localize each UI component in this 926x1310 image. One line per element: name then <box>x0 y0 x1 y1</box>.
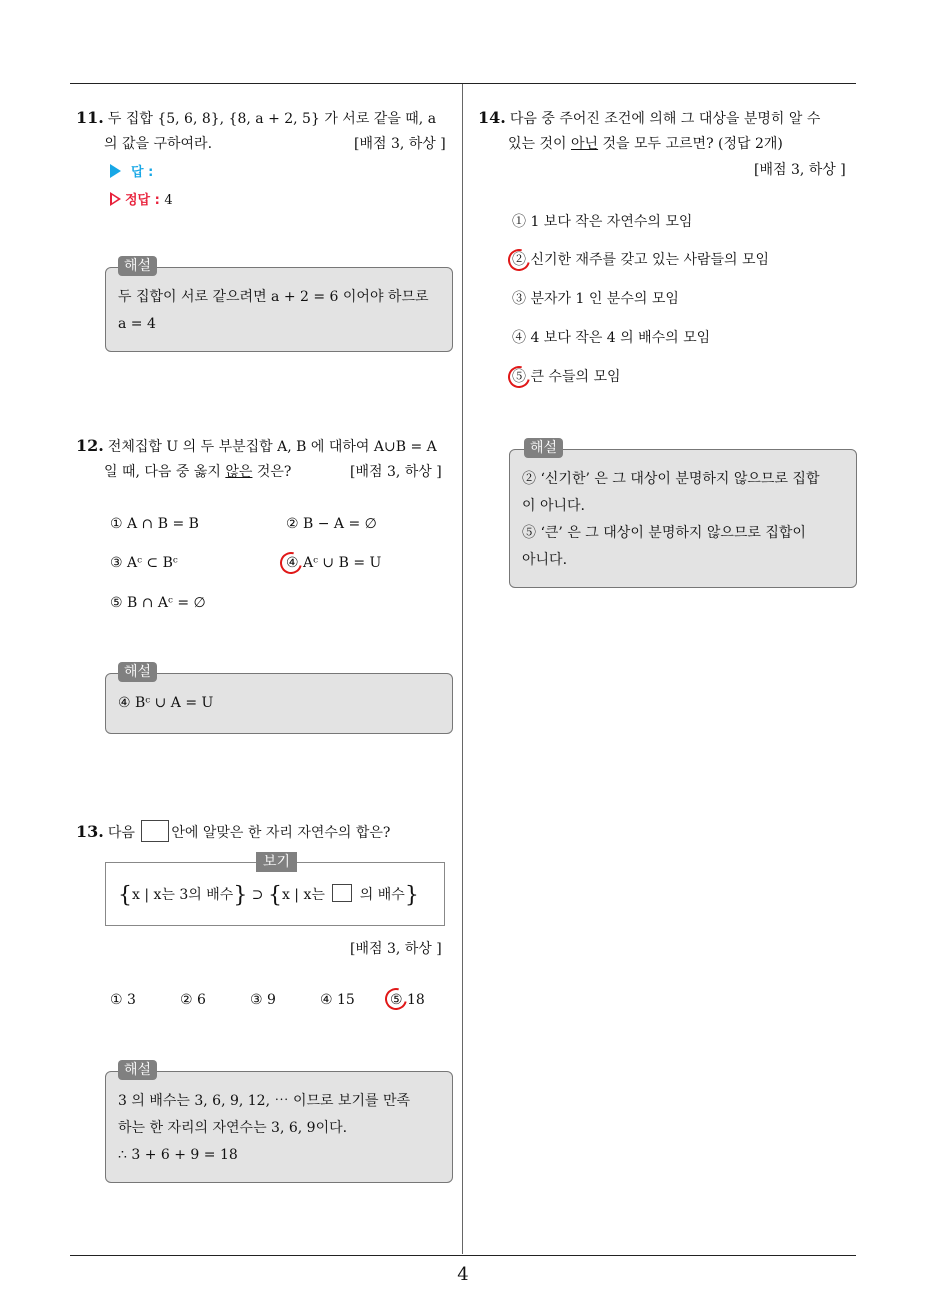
q12-solution-box <box>105 673 453 734</box>
q13-number: 13. <box>76 822 104 841</box>
q14-choice-3[interactable]: ③ 분자가 1 인 분수의 모임 <box>512 291 679 307</box>
q13-bogi-tag: 보기 <box>256 852 297 872</box>
q13-solution-box <box>105 1071 453 1183</box>
q11-solution-box <box>105 267 453 352</box>
q11-number: 11. <box>76 108 104 127</box>
q11-solution-line1: 두 집합이 서로 같으려면 a + 2 = 6 이어야 하므로 <box>118 289 429 305</box>
q11-correct-label: 정답 : <box>125 193 160 208</box>
q13-choice-3[interactable]: ③ 9 <box>250 992 276 1008</box>
q14-line1 <box>478 108 820 129</box>
q13-bogi-op: ⊃ <box>251 887 264 903</box>
q13-solution-tag: 해설 <box>118 1060 157 1080</box>
q14-solution-box <box>509 449 857 588</box>
q11-line2: 의 값을 구하여라. <box>104 136 213 152</box>
q13-solution-line1: 3 의 배수는 3, 6, 9, 12, ⋯ 이므로 보기를 만족 <box>118 1093 411 1109</box>
page-number: 4 <box>457 1264 469 1285</box>
q12-line2 <box>104 462 291 482</box>
q12-choice-4[interactable]: ④ Aᶜ ∪ B = U <box>286 555 382 571</box>
q13-solution-line2: 하는 한 자리의 자연수는 3, 6, 9이다. <box>118 1120 348 1136</box>
q13-bogi-right-a: x | x는 <box>281 887 330 903</box>
q14-solution-text <box>522 466 846 574</box>
q13-meta: [배점 3, 하상 ] <box>350 941 442 957</box>
q12-text: 전체집합 U 의 두 부분집합 A, B 에 대하여 A∪B = A <box>107 439 437 455</box>
q14-solution-line4: 아니다. <box>522 552 568 568</box>
q11-answer-label: 답 : <box>131 165 154 180</box>
q14-choice-2[interactable]: ② 신기한 재주를 갖고 있는 사람들의 모임 <box>512 252 770 268</box>
q12-choice-3[interactable]: ③ Aᶜ ⊂ Bᶜ <box>110 555 178 571</box>
blank-box <box>141 820 169 842</box>
q12-choice-1[interactable]: ① A ∩ B = B <box>110 516 199 532</box>
column-divider <box>462 84 463 1254</box>
q14-number: 14. <box>478 108 506 127</box>
q14-choice-5[interactable]: ⑤ 큰 수들의 모임 <box>512 369 621 385</box>
q12-meta: [배점 3, 하상 ] <box>350 464 442 480</box>
q11-correct-row <box>110 191 173 211</box>
q13-bogi-content: {x | x는 3의 배수} ⊃ {x | x는 의 배수} <box>118 883 419 908</box>
q13-bogi-right-b: 의 배수 <box>355 887 405 903</box>
q14-choice-4[interactable]: ④ 4 보다 작은 4 의 배수의 모임 <box>512 330 711 346</box>
q14-line2 <box>508 134 783 154</box>
q12-line1 <box>76 436 437 457</box>
play-outline-icon <box>110 192 121 206</box>
q13-choice-2[interactable]: ② 6 <box>180 992 206 1008</box>
q14-line2-underlined: 아닌 <box>571 136 599 152</box>
q11-correct-value: 4 <box>164 193 173 208</box>
q12-choice-2[interactable]: ② B − A = ∅ <box>286 516 377 532</box>
q11-line1 <box>76 108 436 129</box>
q13-bogi-left: x | x는 3의 배수 <box>132 887 234 903</box>
q12-line2-underlined: 않은 <box>225 464 253 480</box>
q12-line2-a: 일 때, 다음 중 옳지 <box>104 464 226 480</box>
q13-text-a: 다음 <box>107 825 140 841</box>
q13-text-b: 안에 알맞은 한 자리 자연수의 합은? <box>171 825 391 841</box>
q14-line2-a: 있는 것이 <box>508 136 571 152</box>
q13-choice-5[interactable]: ⑤ 18 <box>390 992 425 1008</box>
q13-choice-4[interactable]: ④ 15 <box>320 992 355 1008</box>
blank-box <box>332 884 352 902</box>
q11-solution-line2: a = 4 <box>118 316 156 332</box>
bottom-rule <box>70 1255 856 1256</box>
q14-solution-tag: 해설 <box>524 438 563 458</box>
q11-solution-text <box>118 284 442 338</box>
q12-line2-b: 것은? <box>252 464 292 480</box>
q12-number: 12. <box>76 436 104 455</box>
q11-meta: [배점 3, 하상 ] <box>354 136 446 152</box>
q14-line2-b: 것을 모두 고르면? (정답 2개) <box>598 136 783 152</box>
q14-meta: [배점 3, 하상 ] <box>754 162 846 178</box>
q11-answer-row <box>110 163 153 183</box>
play-icon <box>110 164 121 178</box>
q14-solution-line3: ⑤ ‘큰’ 은 그 대상이 분명하지 않으므로 집합이 <box>522 525 806 541</box>
q11-text: 두 집합 {5, 6, 8}, {8, a + 2, 5} 가 서로 같을 때, a <box>107 111 437 127</box>
q11-solution-tag: 해설 <box>118 256 157 276</box>
q14-solution-line1: ② ‘신기한’ 은 그 대상이 분명하지 않으므로 집합 <box>522 471 820 487</box>
q13-line1 <box>76 820 390 843</box>
q12-choice-5[interactable]: ⑤ B ∩ Aᶜ = ∅ <box>110 595 206 611</box>
q13-solution-text <box>118 1088 442 1169</box>
q14-choice-1[interactable]: ① 1 보다 작은 자연수의 모임 <box>512 214 693 230</box>
q14-solution-line2: 이 아니다. <box>522 498 585 514</box>
q13-choice-1[interactable]: ① 3 <box>110 992 136 1008</box>
q12-solution-tag: 해설 <box>118 662 157 682</box>
q13-solution-line3: ∴ 3 + 6 + 9 = 18 <box>118 1147 238 1163</box>
q14-text: 다음 중 주어진 조건에 의해 그 대상을 분명히 알 수 <box>509 111 821 127</box>
q12-solution-line1: ④ Bᶜ ∪ A = U <box>118 695 214 711</box>
top-rule <box>70 83 856 84</box>
